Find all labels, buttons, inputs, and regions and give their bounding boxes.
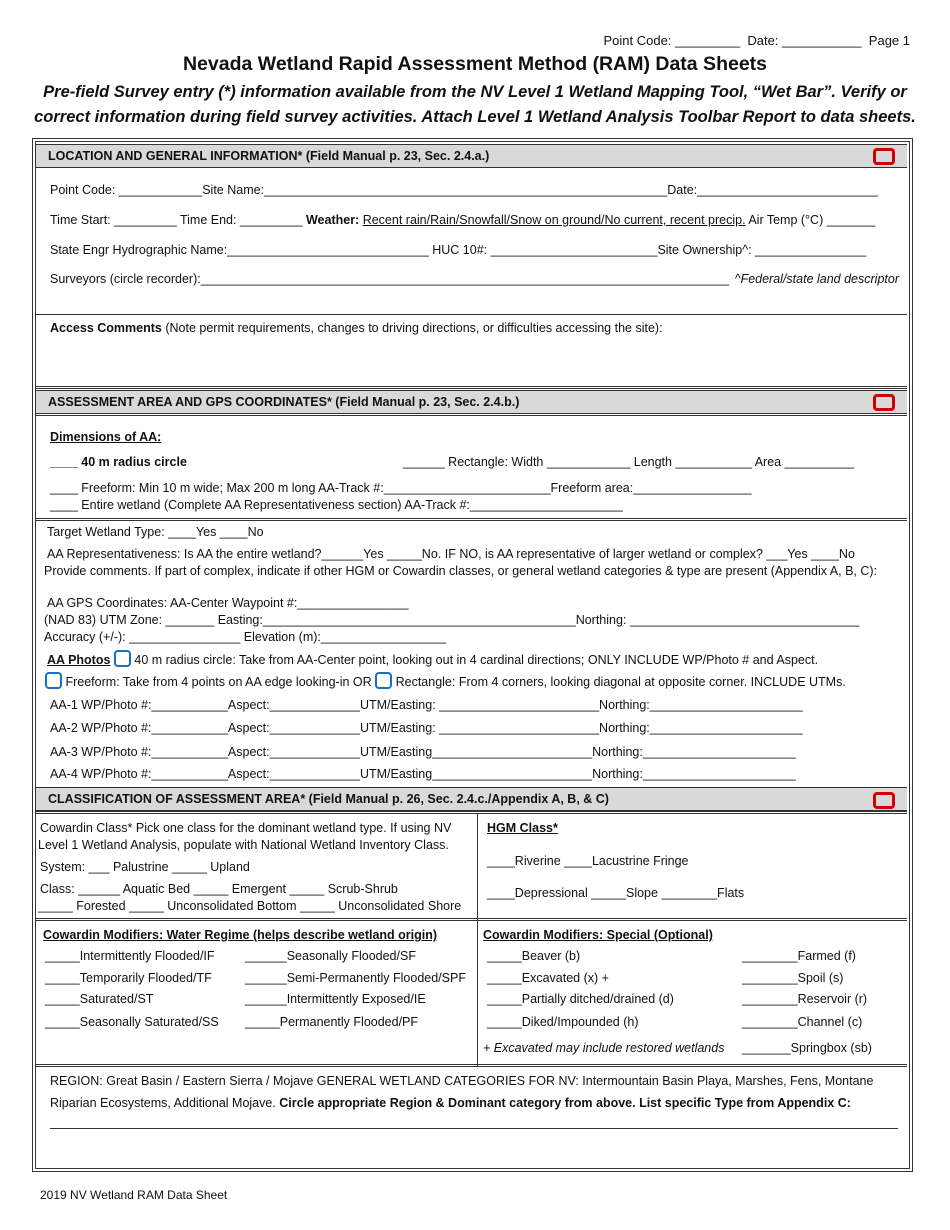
header-date[interactable]: Date: ___________ bbox=[747, 33, 862, 48]
class-options-2[interactable]: _____ Forested _____ Unconsolidated Bottom _____ Unconsolidated Shore bbox=[38, 899, 462, 913]
header-point-code[interactable]: Point Code: _________ bbox=[603, 33, 741, 48]
photo-row-aa4[interactable]: AA-4 WP/Photo #:___________Aspect:_____________UTM/Easting_______________________Northing:______________________ bbox=[50, 767, 796, 781]
header-fields bbox=[603, 33, 910, 48]
divider bbox=[36, 314, 907, 315]
location-line-2[interactable] bbox=[50, 213, 875, 227]
photo-row-aa2[interactable]: AA-2 WP/Photo #:___________Aspect:_____________UTM/Easting: _______________________Northing:______________________ bbox=[50, 721, 803, 735]
gps-center-waypoint[interactable]: AA GPS Coordinates: AA-Center Waypoint #:________________ bbox=[47, 596, 409, 610]
section-location-title: LOCATION AND GENERAL INFORMATION* (Field Manual p. 23, Sec. 2.4.a.) bbox=[48, 149, 490, 163]
photos-rectangle-instructions: Rectangle: From 4 corners, looking diagonal at opposite corner. INCLUDE UTMs. bbox=[392, 675, 846, 689]
water-regime-item[interactable]: ______Semi-Permanently Flooded/SPF bbox=[245, 971, 466, 985]
footer: 2019 NV Wetland RAM Data Sheet bbox=[40, 1188, 228, 1202]
time-start-field[interactable]: Time Start: _________ bbox=[50, 213, 180, 227]
photo-row-aa1[interactable]: AA-1 WP/Photo #:___________Aspect:_____________UTM/Easting: _______________________Northing:______________________ bbox=[50, 698, 803, 712]
special-modifier-item[interactable]: _____Excavated (x) + bbox=[487, 971, 609, 985]
surveyors-field[interactable]: Surveyors (circle recorder):____________________________________________________________________________ bbox=[50, 272, 730, 286]
special-modifiers-title: Cowardin Modifiers: Special (Optional) bbox=[483, 928, 713, 942]
section-checkbox-icon[interactable] bbox=[873, 394, 895, 411]
section-location-header bbox=[36, 144, 907, 168]
divider bbox=[36, 386, 907, 389]
water-regime-item[interactable]: _____Permanently Flooded/PF bbox=[245, 1015, 419, 1029]
section-checkbox-icon[interactable] bbox=[873, 792, 895, 809]
class-options-1[interactable]: Class: ______ Aquatic Bed _____ Emergent _____ Scrub-Shrub bbox=[40, 882, 398, 896]
form-frame bbox=[35, 141, 910, 1169]
gps-utm-fields[interactable]: (NAD 83) UTM Zone: _______ Easting:_____________________________________________Northing: _________________________________ bbox=[44, 613, 860, 627]
section-classification-title: CLASSIFICATION OF ASSESSMENT AREA* (Field Manual p. 26, Sec. 2.4.c./Appendix A, B, & C) bbox=[48, 792, 609, 806]
water-regime-item[interactable]: _____Intermittently Flooded/IF bbox=[45, 949, 215, 963]
special-modifier-item[interactable]: _____Beaver (b) bbox=[487, 949, 581, 963]
region-line-1[interactable]: REGION: Great Basin / Eastern Sierra / Mojave GENERAL WETLAND CATEGORIES FOR NV: Intermountain Basin Playa, Marshes, Fens, Montane bbox=[50, 1074, 874, 1088]
hgm-class-label: HGM Class* bbox=[487, 821, 558, 835]
weather-options[interactable]: Recent rain/Rain/Snowfall/Snow on ground/No current, recent precip. bbox=[362, 213, 746, 227]
water-regime-item[interactable]: ______Seasonally Flooded/SF bbox=[245, 949, 416, 963]
section-assessment-header bbox=[36, 390, 907, 414]
divider bbox=[36, 918, 907, 921]
photo-row-aa3[interactable]: AA-3 WP/Photo #:___________Aspect:_____________UTM/Easting_______________________Northing:______________________ bbox=[50, 745, 796, 759]
radius-circle-option[interactable]: ____ 40 m radius circle bbox=[50, 455, 187, 469]
page-number: Page 1 bbox=[868, 33, 910, 48]
aa-photos-line-2 bbox=[45, 672, 846, 689]
freeform-option[interactable]: ____ Freeform: Min 10 m wide; Max 200 m long AA-Track #:________________________Freeform area:_________________ bbox=[50, 481, 752, 495]
cowardin-class-line-2: Level 1 Wetland Analysis, populate with National Wetland Inventory Class. bbox=[38, 838, 449, 852]
aa-photos-line-1 bbox=[47, 650, 818, 667]
springbox-option[interactable]: _______Springbox (sb) bbox=[742, 1041, 872, 1055]
rectangle-option[interactable]: ______ Rectangle: Width ____________ Length ___________ Area __________ bbox=[403, 455, 855, 469]
water-regime-title: Cowardin Modifiers: Water Regime (helps describe wetland origin) bbox=[43, 928, 438, 942]
land-descriptor-note: ^Federal/state land descriptor bbox=[734, 272, 899, 286]
location-line-3[interactable]: State Engr Hydrographic Name:_____________________________ HUC 10#: ________________________Site Ownership^: ________________ bbox=[50, 243, 867, 257]
freeform-checkbox-icon[interactable] bbox=[45, 672, 62, 689]
divider bbox=[36, 811, 907, 814]
dimensions-label: Dimensions of AA: bbox=[50, 430, 162, 444]
time-end-field[interactable]: Time End: _________ bbox=[179, 213, 306, 227]
system-options[interactable]: System: ___ Palustrine _____ Upland bbox=[40, 860, 250, 874]
representativeness-comments: Provide comments. If part of complex, indicate if other HGM or Cowardin classes, or general wetland categories & type are present (Appendix A, B, C): bbox=[44, 564, 878, 578]
column-divider bbox=[477, 814, 478, 1066]
weather-label: Weather: bbox=[305, 213, 363, 227]
cowardin-class-line-1: Cowardin Class* Pick one class for the dominant wetland type. If using NV bbox=[40, 821, 452, 835]
water-regime-item[interactable]: _____Saturated/ST bbox=[45, 992, 154, 1006]
divider bbox=[36, 518, 907, 521]
region-line-2 bbox=[50, 1096, 851, 1110]
divider bbox=[36, 1064, 907, 1067]
water-regime-item[interactable]: ______Intermittently Exposed/IE bbox=[245, 992, 426, 1006]
photos-radius-instructions: 40 m radius circle: Take from AA-Center point, looking out in 4 cardinal directions; ONLY INCLUDE WP/Photo # and Aspect. bbox=[130, 653, 819, 667]
radius-circle-checkbox-icon[interactable] bbox=[114, 650, 131, 667]
access-comments[interactable] bbox=[50, 321, 663, 335]
region-text: Riparian Ecosystems, Additional Mojave. bbox=[50, 1096, 280, 1110]
access-comments-note: (Note permit requirements, changes to driving directions, or difficulties accessing the site): bbox=[161, 321, 663, 335]
target-wetland-type[interactable]: Target Wetland Type: ____Yes ____No bbox=[47, 525, 264, 539]
region-answer-line[interactable] bbox=[50, 1128, 898, 1129]
special-modifier-item[interactable]: _____Diked/Impounded (h) bbox=[487, 1015, 639, 1029]
region-instruction: Circle appropriate Region & Dominant category from above. List specific Type from Appendix C: bbox=[279, 1096, 851, 1110]
entire-wetland-option[interactable]: ____ Entire wetland (Complete AA Representativeness section) AA-Track #:______________________ bbox=[50, 498, 623, 512]
aa-representativeness[interactable]: AA Representativeness: Is AA the entire wetland?______Yes _____No. IF NO, is AA representative of larger wetland or complex? ___Yes ____No bbox=[47, 547, 855, 561]
special-modifier-item[interactable]: ________Channel (c) bbox=[742, 1015, 863, 1029]
photos-freeform-instructions: Freeform: Take from 4 points on AA edge looking-in OR bbox=[62, 675, 376, 689]
section-checkbox-icon[interactable] bbox=[873, 148, 895, 165]
gps-accuracy-elevation[interactable]: Accuracy (+/-): ________________ Elevation (m):__________________ bbox=[44, 630, 447, 644]
excavated-note: + Excavated may include restored wetlands bbox=[483, 1041, 725, 1055]
rectangle-checkbox-icon[interactable] bbox=[375, 672, 392, 689]
water-regime-item[interactable]: _____Temporarily Flooded/TF bbox=[45, 971, 212, 985]
water-regime-item[interactable]: _____Seasonally Saturated/SS bbox=[45, 1015, 219, 1029]
special-modifier-item[interactable]: ________Farmed (f) bbox=[742, 949, 856, 963]
aa-photos-label: AA Photos bbox=[47, 653, 111, 667]
hgm-options-1[interactable]: ____Riverine ____Lacustrine Fringe bbox=[487, 854, 689, 868]
special-modifier-item[interactable]: ________Spoil (s) bbox=[742, 971, 844, 985]
divider bbox=[36, 413, 907, 416]
section-classification-header bbox=[36, 787, 907, 811]
special-modifier-item[interactable]: ________Reservoir (r) bbox=[742, 992, 868, 1006]
location-line-1[interactable]: Point Code: ____________Site Name:__________________________________________________________Date:__________________________ bbox=[50, 183, 878, 197]
page-subtitle: Pre-field Survey entry (*) information available from the NV Level 1 Wetland Mapping Tool, “Wet Bar”. Verify or correct information during field survey activities. Attach Level 1 Wetland Analysis Toolbar Report to data sheets. bbox=[34, 83, 916, 126]
special-modifier-item[interactable]: _____Partially ditched/drained (d) bbox=[487, 992, 674, 1006]
page-title: Nevada Wetland Rapid Assessment Method (RAM) Data Sheets bbox=[182, 53, 768, 75]
air-temp-field[interactable]: Air Temp (°C) _______ bbox=[745, 213, 876, 227]
hgm-options-2[interactable]: ____Depressional _____Slope ________Flats bbox=[487, 886, 745, 900]
section-assessment-title: ASSESSMENT AREA AND GPS COORDINATES* (Field Manual p. 23, Sec. 2.4.b.) bbox=[48, 395, 520, 409]
access-comments-label: Access Comments bbox=[50, 321, 162, 335]
